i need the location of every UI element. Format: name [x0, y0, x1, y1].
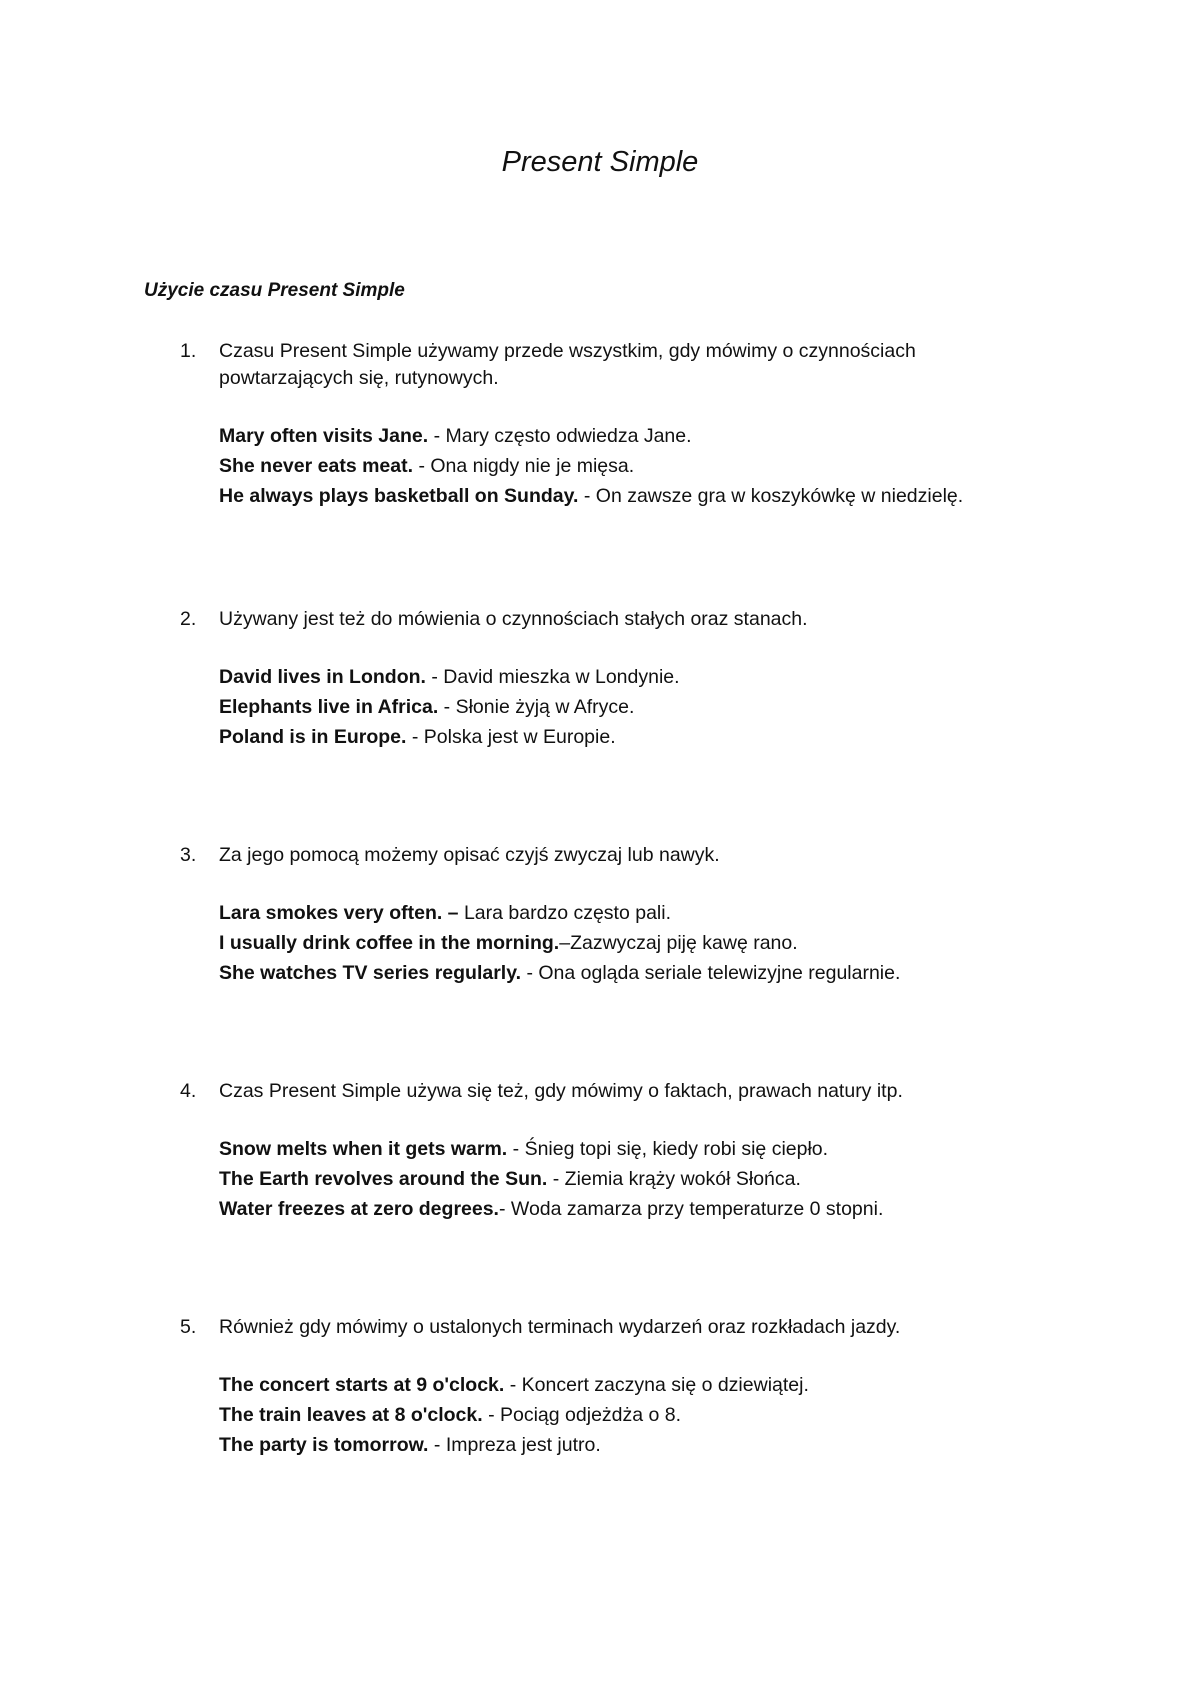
section-heading: Użycie czasu Present Simple [144, 280, 405, 301]
example-polish: - David mieszka w Londynie. [425, 666, 680, 688]
list-number: 5. [180, 1316, 197, 1338]
example-sentence [219, 451, 1060, 481]
usage-section-1 [180, 338, 1060, 511]
example-sentence [219, 928, 1060, 958]
example-sentence [219, 421, 1060, 451]
example-sentence [219, 958, 1060, 988]
example-polish: - Woda zamarza przy temperaturze 0 stopni. [498, 1198, 884, 1220]
example-english: Snow melts when it gets warm. [219, 1138, 508, 1160]
example-sentence [219, 662, 1060, 692]
usage-description: Używany jest też do mówienia o czynnościach stałych oraz stanach. [219, 608, 808, 630]
example-polish: - Ona ogląda seriale telewizyjne regularnie. [521, 962, 901, 984]
example-sentence [219, 692, 1060, 722]
example-sentence [219, 1134, 1060, 1164]
example-sentence [219, 1194, 1060, 1224]
example-english: The concert starts at 9 o'clock. [219, 1374, 505, 1396]
usage-section-2 [180, 606, 1060, 752]
example-polish: - On zawsze gra w koszykówkę w niedzielę. [578, 485, 964, 507]
example-polish: - Ona nigdy nie je mięsa. [413, 455, 635, 477]
example-polish: - Słonie żyją w Afryce. [438, 696, 635, 718]
example-list [219, 421, 1060, 511]
example-english: Lara smokes very often. – [219, 902, 459, 924]
list-number: 3. [180, 844, 197, 866]
usage-section-5 [180, 1314, 1060, 1460]
example-polish: - Impreza jest jutro. [428, 1434, 601, 1456]
example-polish: - Polska jest w Europie. [406, 726, 616, 748]
example-english: David lives in London. [219, 666, 426, 688]
example-sentence [219, 481, 1060, 511]
example-english: The party is tomorrow. [219, 1434, 429, 1456]
usage-description: Za jego pomocą możemy opisać czyjś zwyczaj lub nawyk. [219, 844, 720, 866]
list-number: 2. [180, 608, 197, 630]
example-english: The train leaves at 8 o'clock. [219, 1404, 483, 1426]
example-sentence [219, 1430, 1060, 1460]
example-sentence [219, 1400, 1060, 1430]
example-english: The Earth revolves around the Sun. [219, 1168, 548, 1190]
usage-section-4 [180, 1078, 1060, 1224]
example-polish: - Pociąg odjeżdża o 8. [482, 1404, 682, 1426]
usage-description: Również gdy mówimy o ustalonych terminach wydarzeń oraz rozkładach jazdy. [219, 1316, 901, 1338]
example-polish: - Śnieg topi się, kiedy robi się ciepło. [507, 1138, 829, 1160]
list-number: 1. [180, 340, 197, 362]
example-english: Poland is in Europe. [219, 726, 407, 748]
example-list [219, 1370, 1060, 1460]
example-list [219, 1134, 1060, 1224]
example-english: He always plays basketball on Sunday. [219, 485, 579, 507]
example-english: Water freezes at zero degrees. [219, 1198, 499, 1220]
example-polish: - Mary często odwiedza Jane. [428, 425, 692, 447]
page-title: Present Simple [501, 146, 699, 178]
example-polish: –Zazwyczaj piję kawę rano. [559, 932, 798, 954]
example-sentence [219, 898, 1060, 928]
usage-description: Czas Present Simple używa się też, gdy mówimy o faktach, prawach natury itp. [219, 1080, 903, 1102]
example-list [219, 898, 1060, 988]
list-number: 4. [180, 1080, 197, 1102]
example-sentence [219, 1370, 1060, 1400]
example-english: She watches TV series regularly. [219, 962, 522, 984]
usage-description: Czasu Present Simple używamy przede wszystkim, gdy mówimy o czynnościach powtarzających się, rutynowych. [219, 340, 916, 389]
example-polish: - Ziemia krąży wokół Słońca. [547, 1168, 801, 1190]
example-english: She never eats meat. [219, 455, 414, 477]
example-polish: Lara bardzo często pali. [458, 902, 671, 924]
example-english: Elephants live in Africa. [219, 696, 439, 718]
example-sentence [219, 722, 1060, 752]
example-polish: - Koncert zaczyna się o dziewiątej. [504, 1374, 809, 1396]
example-sentence [219, 1164, 1060, 1194]
example-list [219, 662, 1060, 752]
example-english: I usually drink coffee in the morning. [219, 932, 560, 954]
usage-section-3 [180, 842, 1060, 988]
example-english: Mary often visits Jane. [219, 425, 429, 447]
